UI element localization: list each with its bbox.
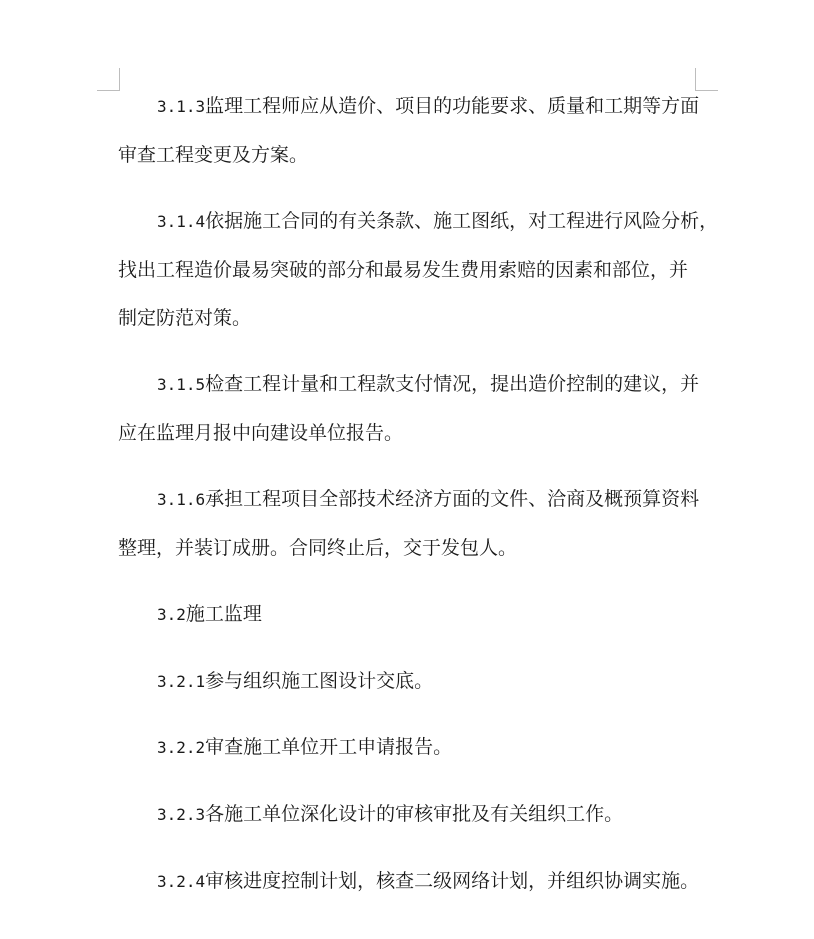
paragraph-text: 承担工程项目全部技术经济方面的文件、洽商及概预算资料	[205, 488, 700, 510]
paragraph-3-2-4	[157, 869, 699, 894]
paragraph-text: 制定防范对策。	[118, 307, 252, 329]
paragraph-3-1-4-line-1	[157, 209, 718, 234]
section-heading-3-2	[157, 602, 262, 627]
clause-number: 3.1.3	[157, 97, 206, 116]
paragraph-text: 整理，并装订成册。合同终止后，交于发包人。	[118, 537, 518, 559]
paragraph-text: 审查施工单位开工申请报告。	[205, 736, 453, 758]
clause-number: 3.2.3	[157, 805, 206, 824]
paragraph-3-2-3	[157, 802, 623, 827]
margin-mark-top-left	[97, 68, 120, 91]
paragraph-3-2-2	[157, 735, 452, 760]
paragraph-3-1-4-line-3	[118, 306, 251, 330]
paragraph-text: 审查工程变更及方案。	[118, 144, 309, 166]
paragraph-3-1-6-line-2	[118, 536, 517, 560]
paragraph-3-1-5-line-2	[118, 421, 403, 445]
paragraph-text: 参与组织施工图设计交底。	[205, 670, 434, 692]
clause-number: 3.1.4	[157, 212, 206, 231]
paragraph-text: 审核进度控制计划，核查二级网络计划，并组织协调实施。	[205, 870, 700, 892]
paragraph-3-1-3-line-1	[157, 94, 699, 119]
margin-mark-top-right	[695, 68, 718, 91]
clause-number: 3.2.1	[157, 672, 206, 691]
paragraph-3-1-3-line-2	[118, 143, 308, 167]
paragraph-text: 监理工程师应从造价、项目的功能要求、质量和工期等方面	[205, 95, 700, 117]
paragraph-text: 依据施工合同的有关条款、施工图纸，对工程进行风险分析，	[205, 210, 719, 232]
paragraph-3-1-4-line-2	[118, 258, 688, 282]
paragraph-text: 检查工程计量和工程款支付情况，提出造价控制的建议，并	[205, 373, 700, 395]
paragraph-3-1-6-line-1	[157, 487, 699, 512]
paragraph-text: 各施工单位深化设计的审核审批及有关组织工作。	[205, 803, 624, 825]
clause-number: 3.2.2	[157, 738, 206, 757]
clause-number: 3.1.5	[157, 375, 206, 394]
section-title: 施工监理	[185, 603, 262, 625]
clause-number: 3.2.4	[157, 872, 206, 891]
clause-number: 3.1.6	[157, 490, 206, 509]
clause-number: 3.2	[157, 605, 186, 624]
paragraph-3-2-1	[157, 669, 433, 694]
paragraph-3-1-5-line-1	[157, 372, 699, 397]
paragraph-text: 找出工程造价最易突破的部分和最易发生费用索赔的因素和部位，并	[118, 259, 689, 281]
paragraph-text: 应在监理月报中向建设单位报告。	[118, 422, 404, 444]
